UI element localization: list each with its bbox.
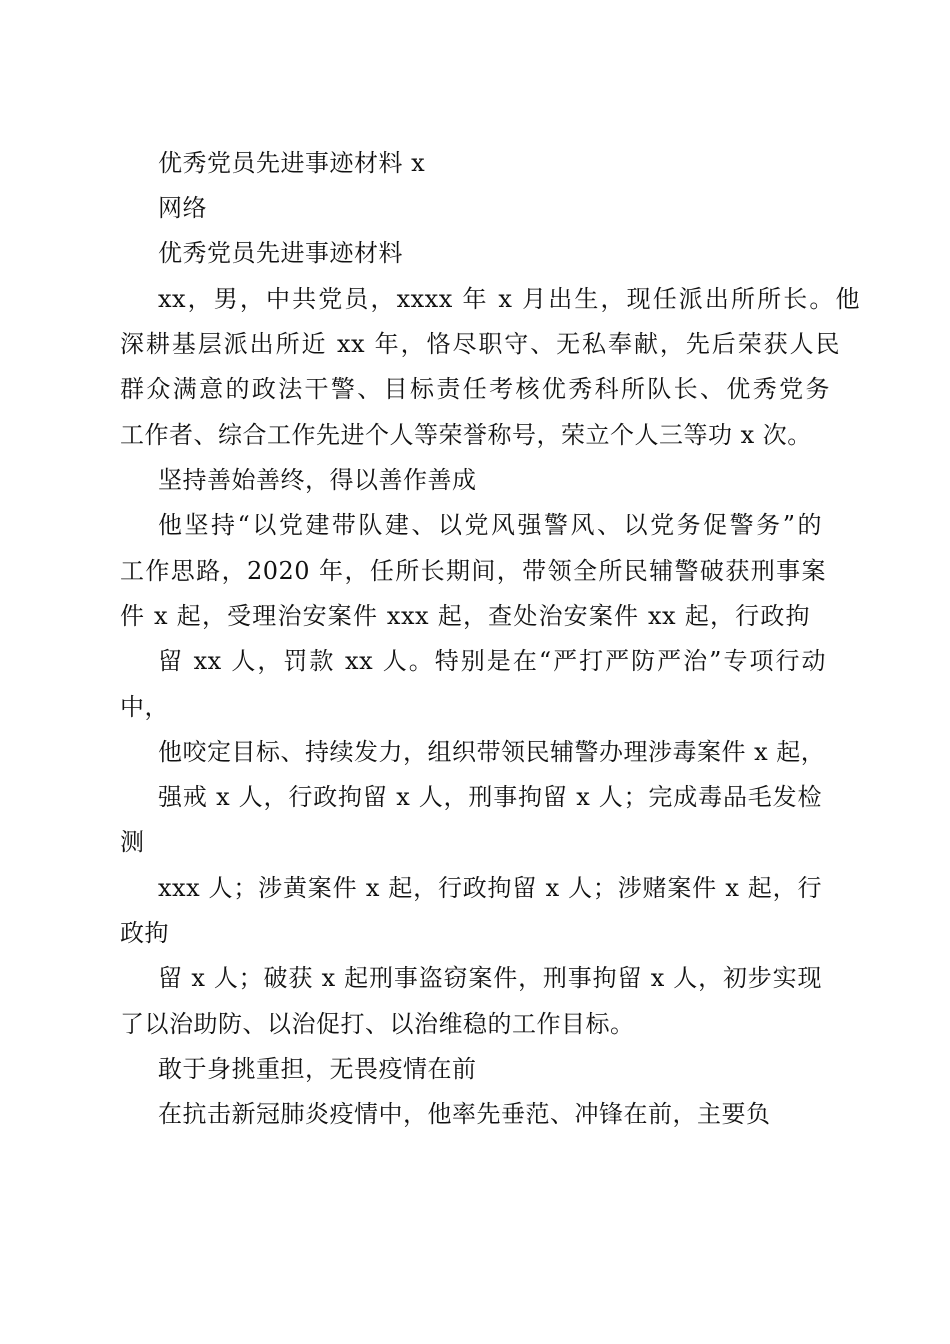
paragraph-line: 留 x 人；破获 x 起刑事盗窃案件，刑事拘留 x 人，初步实现 bbox=[158, 964, 822, 992]
paragraph-line: 在抗击新冠肺炎疫情中，他率先垂范、冲锋在前，主要负 bbox=[158, 1100, 771, 1128]
paragraph-line: 群众满意的政法干警、目标责任考核优秀科所队长、优秀党务 bbox=[120, 375, 830, 403]
paragraph-line: 工作者、综合工作先进个人等荣誉称号，荣立个人三等功 x 次。 bbox=[120, 421, 812, 449]
paragraph-line: 测 bbox=[120, 828, 145, 856]
document-title-line: 优秀党员先进事迹材料 x bbox=[158, 149, 426, 177]
section-heading: 敢于身挑重担，无畏疫情在前 bbox=[158, 1055, 477, 1083]
paragraph-line: 深耕基层派出所近 xx 年，恪尽职守、无私奉献，先后荣获人民 bbox=[120, 330, 840, 358]
paragraph-line: xxx 人；涉黄案件 x 起，行政拘留 x 人；涉赌案件 x 起，行 bbox=[158, 874, 822, 902]
paragraph-line: 工作思路，2020 年，任所长期间，带领全所民辅警破获刑事案 bbox=[120, 557, 826, 585]
document-heading: 优秀党员先进事迹材料 bbox=[158, 239, 403, 267]
paragraph-line: 留 xx 人，罚款 xx 人。特别是在“严打严防严治”专项行动 bbox=[158, 647, 826, 675]
paragraph-line: 政拘 bbox=[120, 919, 169, 947]
paragraph-line: 件 x 起，受理治安案件 xxx 起，查处治安案件 xx 起，行政拘 bbox=[120, 602, 810, 630]
paragraph-line: 他坚持“以党建带队建、以党风强警风、以党务促警务”的 bbox=[158, 511, 822, 539]
paragraph-line: xx，男，中共党员，xxxx 年 x 月出生，现任派出所所长。他 bbox=[158, 285, 860, 313]
section-heading: 坚持善始善终，得以善作善成 bbox=[158, 466, 477, 494]
paragraph-line: 中， bbox=[120, 693, 169, 721]
paragraph-line: 强戒 x 人，行政拘留 x 人，刑事拘留 x 人；完成毒品毛发检 bbox=[158, 783, 822, 811]
paragraph-line: 了以治助防、以治促打、以治维稳的工作目标。 bbox=[120, 1010, 635, 1038]
source-line: 网络 bbox=[158, 194, 207, 222]
paragraph-line: 他咬定目标、持续发力，组织带领民辅警办理涉毒案件 x 起， bbox=[158, 738, 826, 766]
